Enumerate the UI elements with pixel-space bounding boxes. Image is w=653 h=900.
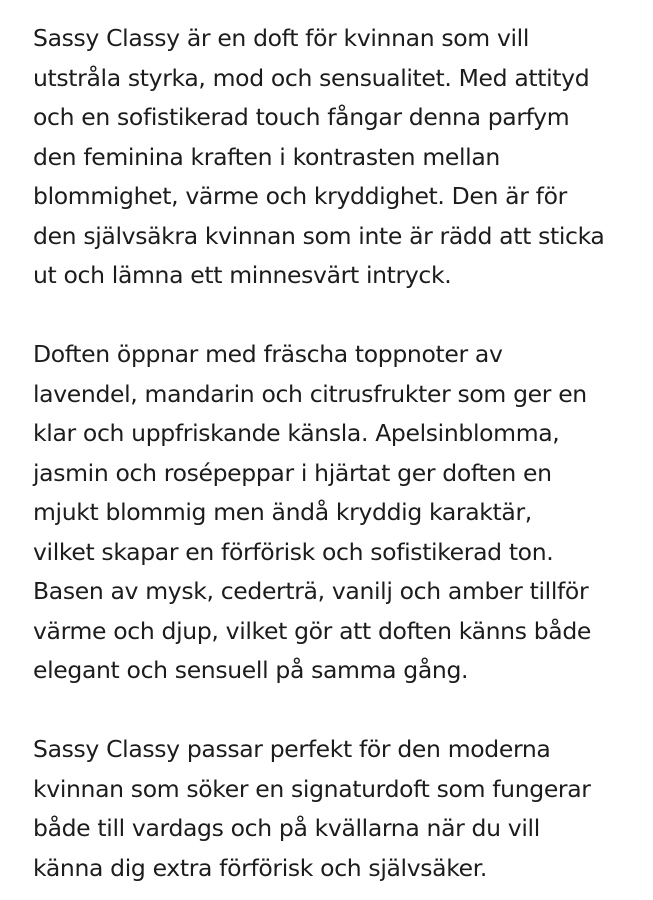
text-line: klar och uppfriskande känsla. Apelsinblomma, (33, 419, 560, 447)
paragraph-spacer (33, 691, 643, 731)
description-paragraph-usage (33, 730, 643, 888)
text-line: värme och djup, vilket gör att doften känns både (33, 616, 592, 645)
text-line: både till vardags och på kvällarna när du vill (33, 814, 540, 842)
text-line: den självsäkra kvinnan som inte är rädd att sticka (33, 221, 605, 250)
text-line: vilket skapar en förförisk och sofistikerad ton. (33, 537, 554, 566)
text-line: den feminina kraften i kontrasten mellan (33, 142, 500, 171)
text-line: Basen av mysk, cederträ, vanilj och amber tillför (33, 577, 589, 605)
text-line: och en sofistikerad touch fångar denna parfym (33, 103, 570, 131)
paragraph-spacer (33, 296, 643, 336)
text-line: elegant och sensuell på samma gång. (33, 656, 469, 684)
description-paragraph-intro (33, 19, 643, 296)
text-line: blommighet, värme och kryddighet. Den är för (33, 182, 567, 210)
text-line: Doften öppnar med fräscha toppnoter av (33, 340, 503, 368)
text-line: känna dig extra förförisk och självsäker. (33, 853, 488, 882)
text-line: kvinnan som söker en signaturdoft som fungerar (33, 774, 591, 803)
text-line: mjukt blommig men ändå kryddig karaktär, (33, 498, 532, 526)
text-line: Sassy Classy passar perfekt för den moderna (33, 735, 551, 763)
text-line: jasmin och rosépeppar i hjärtat ger doften en (33, 458, 552, 487)
text-line: ut och lämna ett minnesvärt intryck. (33, 261, 452, 289)
text-line: utstråla styrka, mod och sensualitet. Med attityd (33, 63, 590, 92)
text-line: Sassy Classy är en doft för kvinnan som vill (33, 24, 530, 52)
description-paragraph-notes (33, 335, 643, 691)
product-description (33, 19, 643, 888)
text-line: lavendel, mandarin och citrusfrukter som ger en (33, 379, 587, 408)
